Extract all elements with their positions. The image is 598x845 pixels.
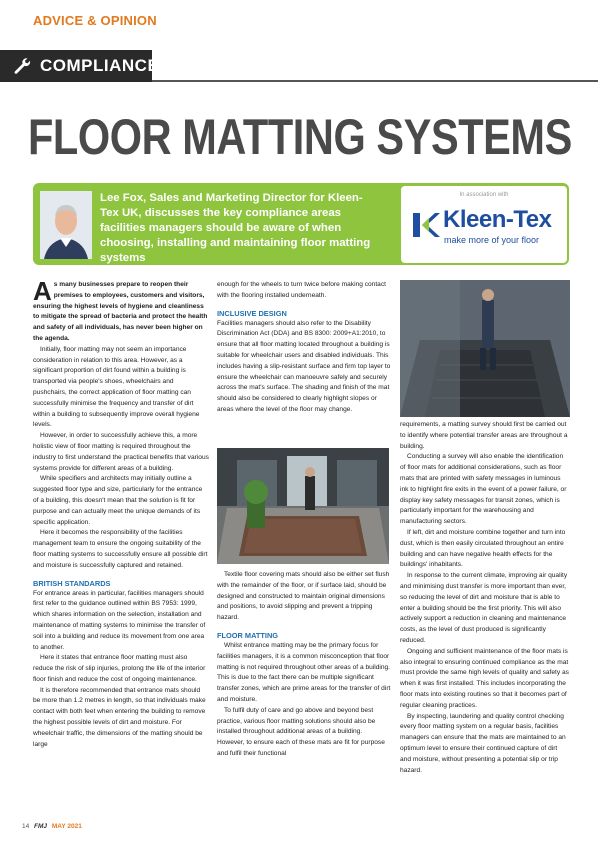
subheading-floor-matting: FLOOR MATTING — [217, 630, 279, 640]
intro-standfirst: Lee Fox, Sales and Marketing Director for Kleen-Tex UK, discusses the key compliance areas facilities managers should be aware of when choosing, installing and maintaining floor matting systems — [100, 192, 371, 264]
paragraph: Here it becomes the responsibility of the facilities management team to ensure the ongoing suitability of the floor matting systems to successfully ensure all possible dirt and moisture is successfully captured and retained. — [33, 529, 208, 569]
paragraph: Conducting a survey will also enable the identification of floor mats for additional considerations, such as floor mats that are printed with safety messages in luminous ink to highlight fire exits in the event of a power failure, or display key safety messages for transit zones, which is particularly important for the warehousing and manufacturing sectors. — [400, 453, 567, 526]
paragraph: If left, dirt and moisture combine together and turn into dust, which is then easily circulated throughout an entire building and can have negative health effects for the buildings' inhabitants. — [400, 528, 566, 569]
author-portrait — [40, 191, 92, 259]
paragraph: Facilities managers should also refer to the Disability Discrimination Act (DDA) and BS 8300: 2009+A1:2010, to ensure that all floor matting located throughout a building is suitable for wheelchair users and disabled individuals. This includes having a slip-resistant surface and firm top layer to ensure the wheelchair can manoeuvre safely and securely across the mat's surface. The shading and finish of the mat should also be considered to clearly highlight slopes or areas where the level of the floor may change. — [217, 319, 391, 413]
entrance-mat-photo — [217, 448, 389, 564]
paragraph: It is therefore recommended that entrance mats should be more than 1.2 metres in length, so that individuals make contact with both feet when entering the building to remove the highest possible levels of dirt and moisture. For wheelchair traffic, the dimensions of the matting should be large — [33, 686, 206, 748]
paragraph: Initially, floor matting may not seem an importance consideration in relation to this area. However, as a significant proportion of dirt found within a building is transported via people's shoes, wheelchairs and pushchairs, the correct application of floor matting can successfully minimise the frequency and transfer of dirt within a building to subsequently improve overall hygiene levels. — [33, 345, 200, 429]
page-number: 14 — [22, 823, 30, 830]
subheading-british-standards: BRITISH STANDARDS — [33, 578, 111, 588]
lead-paragraph — [33, 276, 209, 345]
category-banner — [0, 50, 160, 82]
paragraph: For entrance areas in particular, facilities managers should first refer to the guidance outlined within BS 7953: 1999, which shares information on the selection, installation and maintenance of matting systems to minimise the transfer of soil into a building and reduce its movement from one area to another. — [33, 589, 206, 651]
subheading-inclusive-design: INCLUSIVE DESIGN — [217, 308, 287, 318]
lead-text: s many businesses prepare to reopen their premises to employees, customers and visitors, ensuring the highest levels of hygiene and cleanliness to mitigate the spread of bacteria and protect the health and safety of all individuals, has never been higher on the agenda. — [33, 281, 208, 342]
article-column-2 — [217, 280, 391, 416]
paragraph: By inspecting, laundering and quality control checking every floor matting system on a regular basis, facilities managers can ensure that the mats are maintained to an optimum level to ensure their continued capture of dirt and moisture, without presenting a potential slip or trip hazard. — [400, 712, 566, 774]
logo-tagline: make more of your floor — [444, 235, 540, 245]
paragraph: enough for the wheels to turn twice before making contact with the flooring installed underneath. — [217, 281, 386, 299]
section-label: ADVICE & OPINION — [33, 13, 157, 28]
paragraph: In response to the current climate, improving air quality and minimising dust transfer is more important than ever, so reducing the level of dirt and moisture that is able to enter a building should be the first priority. This will also actively support a reduction in cleaning and maintenance costs, as the level of dust produced is significantly reduced. — [400, 572, 568, 644]
paragraph: Whilst entrance matting may be the primary focus for facilities managers, it is a common misconception that floor matting is not required throughout other areas of a building. This is due to the fact there can be multiple significant transfer zones, which are prime areas for the transfer of dirt and moisture. — [217, 641, 391, 703]
magazine-name: FMJ — [34, 823, 48, 830]
paragraph: requirements, a matting survey should first be carried out to identify where potential transfer areas are throughout a building. — [400, 421, 568, 450]
article-title: FLOOR MATTING SYSTEMS — [28, 109, 572, 165]
paragraph: Textile floor covering mats should also be either set flush with the remainder of the floor, or if surface laid, should be designed and constructed to maintain original dimensions and positions, to avoid slipping and prevent a tripping hazard. — [217, 571, 390, 622]
wrench-icon — [12, 56, 32, 76]
paragraph: Ongoing and sufficient maintenance of the floor mats is also integral to ensuring continued compliance as the mat must provide the same high levels of quality and safety as when it was first installed. This includes incorporating the floor mats into existing routines so that it becomes part of regular cleaning practices. — [400, 647, 569, 709]
kleen-tex-logo-icon — [411, 210, 441, 240]
paragraph: Here it states that entrance floor matting must also reduce the risk of slip injuries, prolong the life of the interior floor finish and reduce the cost of ongoing maintenance. — [33, 654, 206, 683]
article-column-1 — [33, 276, 209, 750]
paragraph: However, in order to successfully achieve this, a more holistic view of floor matting is required throughout the industry to first understand the practical benefits that various systems provide for different areas of a building. — [33, 432, 209, 472]
article-column-2-lower — [217, 570, 391, 760]
header-divider — [152, 80, 598, 82]
sponsor-box — [401, 186, 567, 263]
article-column-3 — [400, 420, 570, 776]
paragraph: While specifiers and architects may initially outline a suggested floor type and size, particularly for the entrance of a building, this doesn't mean that the solution is fit for purpose and can actually meet the unique demands of its specific application. — [33, 475, 203, 526]
issue-date: MAY 2021 — [51, 823, 82, 830]
category-label: COMPLIANCE — [40, 56, 160, 75]
sponsor-label: In association with — [459, 192, 509, 198]
paragraph: To fulfil duty of care and go above and beyond best practice, various floor matting solutions should also be installed throughout additional areas of a building. However, to ensure each of these mats are fit for purpose and fulfil their functional — [217, 706, 385, 757]
logo-name: Kleen-Tex — [443, 206, 552, 233]
page-footer — [22, 823, 82, 830]
drop-cap: A — [33, 276, 52, 306]
office-walkway-photo — [400, 280, 570, 417]
